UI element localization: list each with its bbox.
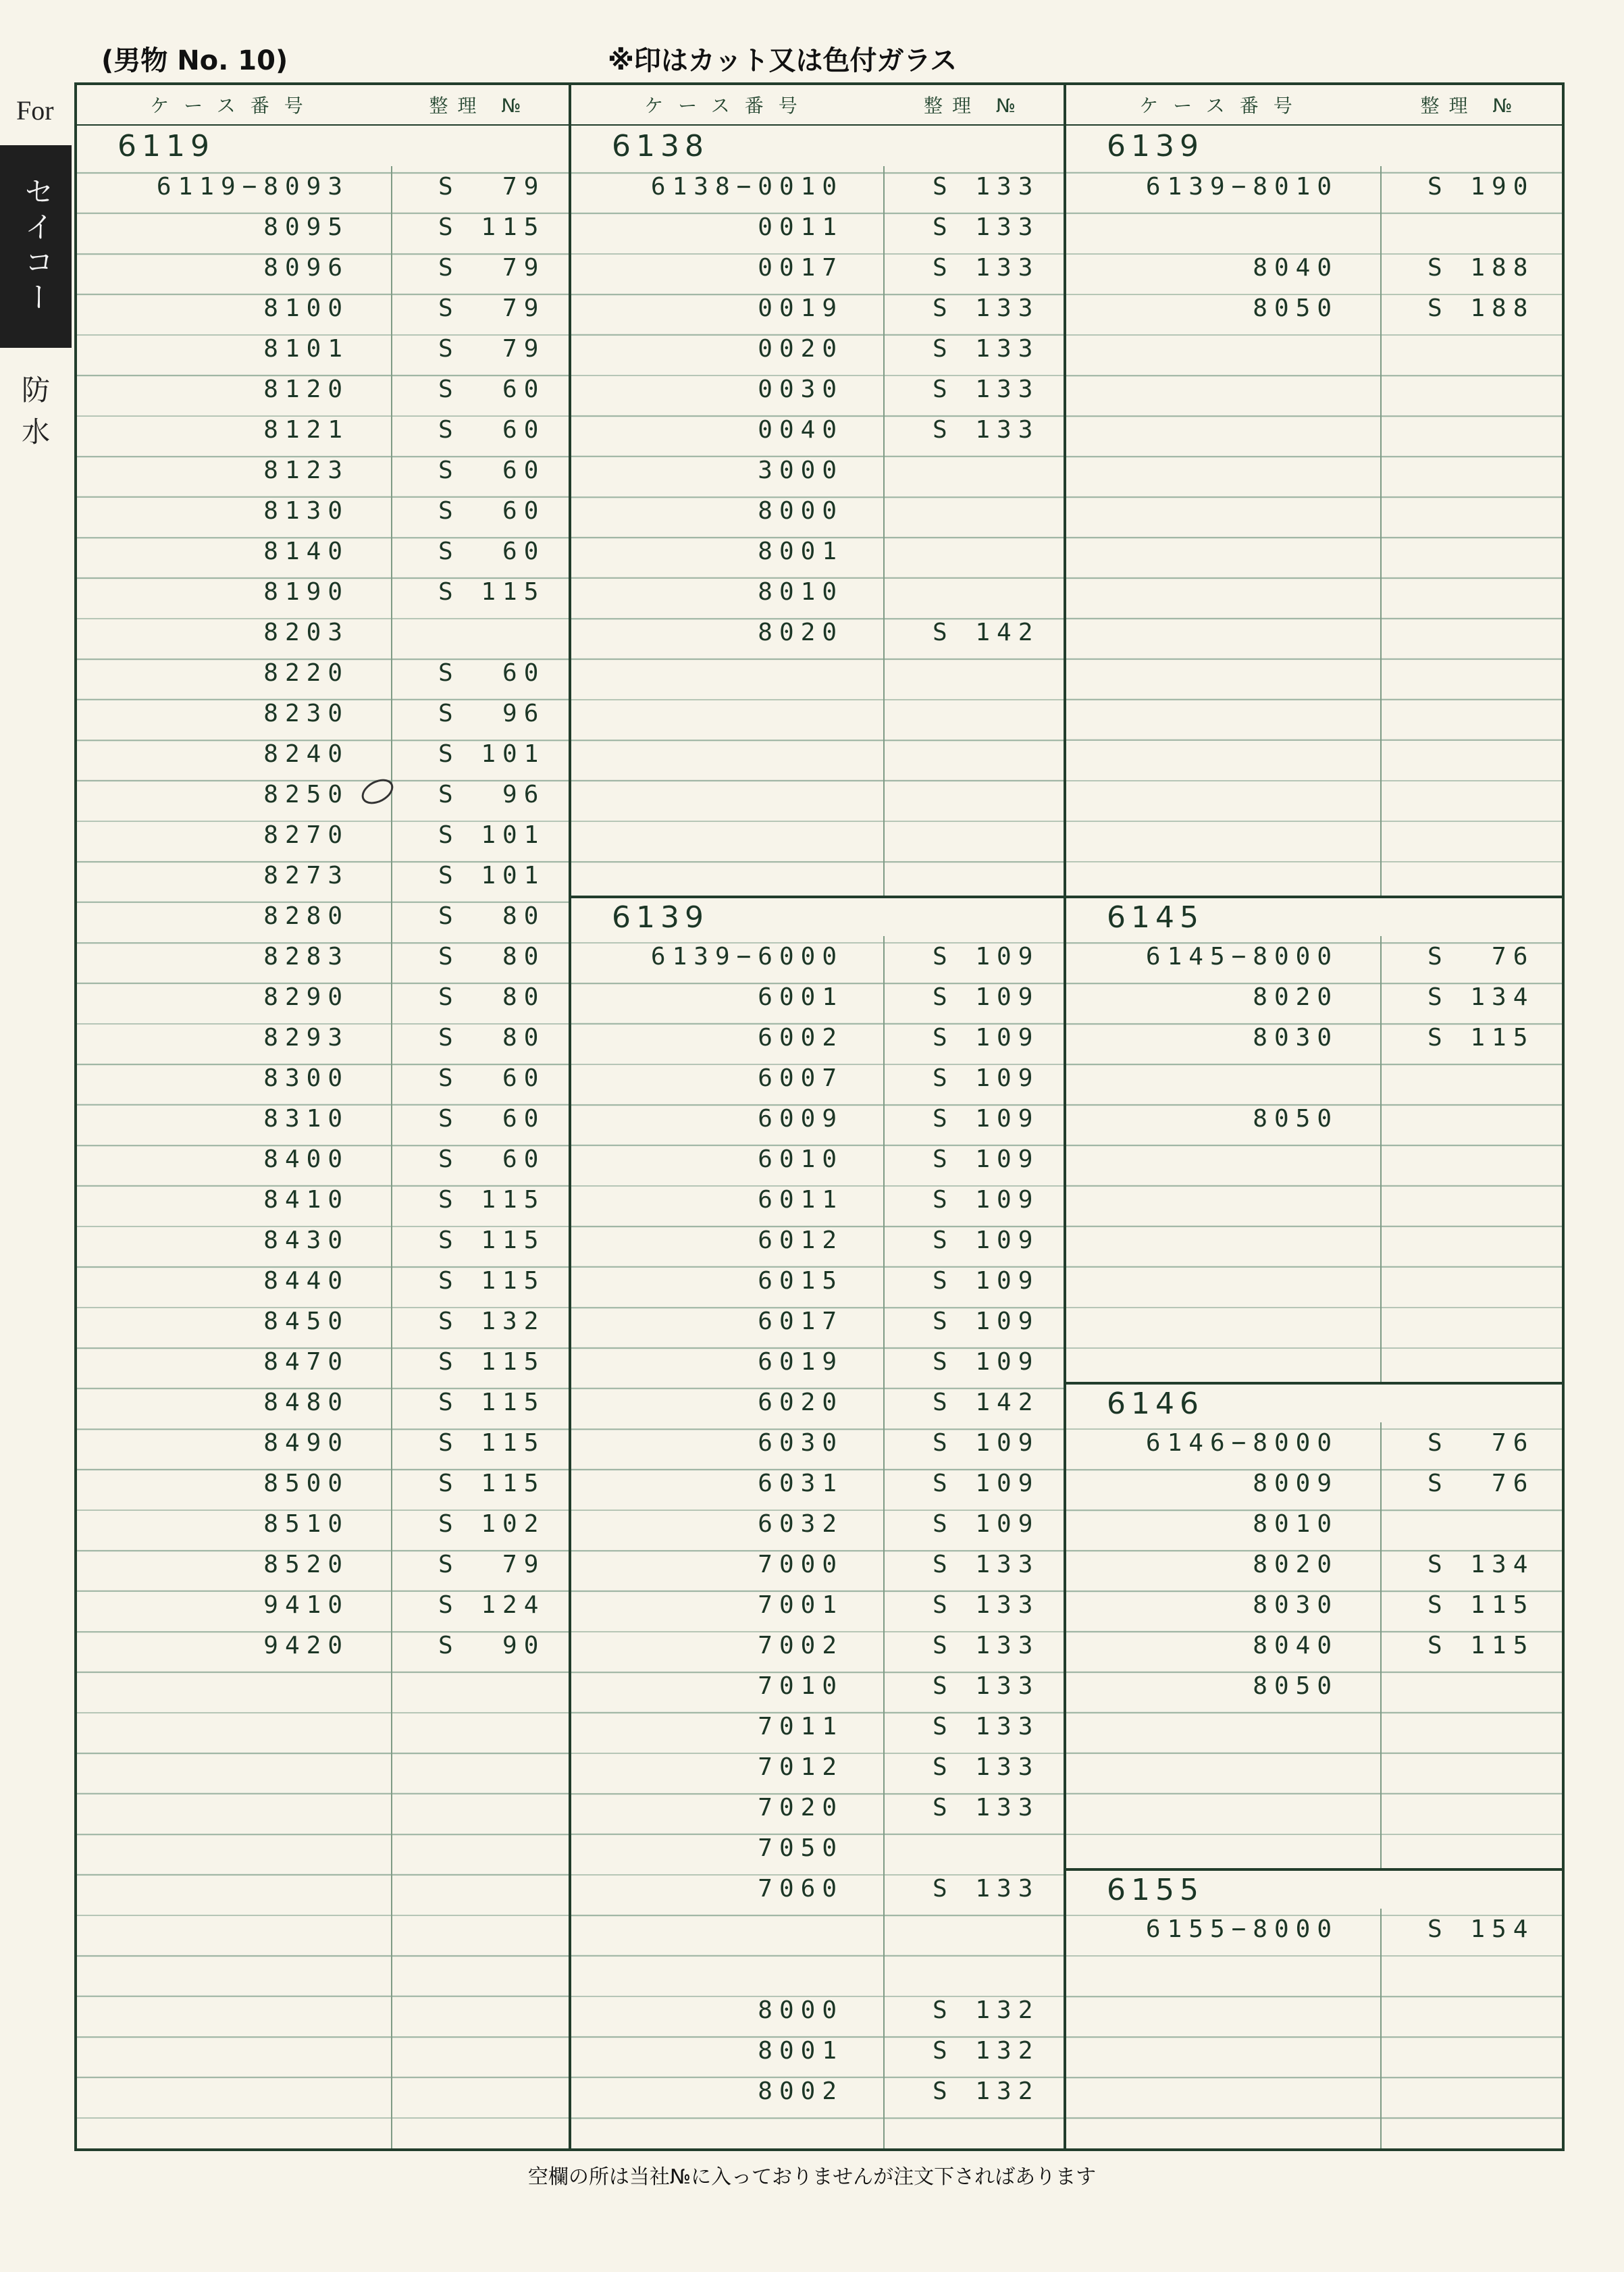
group-title: 6139 [1066, 126, 1562, 166]
reg-number: S 109 [933, 983, 1040, 1011]
table-row [571, 166, 1064, 207]
case-number: 8203 [263, 618, 349, 646]
case-number: 9410 [263, 1591, 349, 1619]
case-number: 6011 [758, 1185, 843, 1214]
reg-number: S 96 [438, 780, 546, 808]
reg-number: S 109 [933, 1226, 1040, 1254]
table-row [571, 1301, 1064, 1341]
table-row [571, 1139, 1064, 1179]
case-number: 8120 [263, 375, 349, 403]
reg-number: S 134 [1427, 1550, 1535, 1578]
case-number: 8190 [263, 577, 349, 606]
case-number: 8270 [263, 821, 349, 849]
table-row [571, 328, 1064, 369]
table-row [571, 247, 1064, 288]
case-number: 7020 [758, 1793, 843, 1822]
case-number: 6009 [758, 1104, 843, 1133]
case-number: 8121 [263, 415, 349, 444]
reg-number: S 190 [1427, 172, 1535, 201]
case-number: 8470 [263, 1347, 349, 1376]
table-row [571, 1868, 1064, 1909]
reg-number: S 109 [933, 1428, 1040, 1457]
reg-number: S 79 [438, 253, 546, 282]
case-number: 0017 [758, 253, 843, 282]
glass-note: ※印はカット又は色付ガラス [608, 45, 958, 76]
table-row [77, 652, 569, 693]
table-row [77, 1544, 569, 1584]
table-row [571, 1787, 1064, 1828]
case-number: 8500 [263, 1469, 349, 1497]
reg-number: S 124 [438, 1591, 546, 1619]
case-number: 8001 [758, 537, 843, 565]
case-number: 8480 [263, 1388, 349, 1416]
table-row [77, 247, 569, 288]
table-row [571, 1382, 1064, 1422]
case-number: 8000 [758, 1996, 843, 2024]
reg-number: S 115 [438, 1185, 546, 1214]
reg-number: S 133 [933, 294, 1040, 322]
table-row [77, 977, 569, 1017]
table-row [1066, 207, 1562, 247]
column-header [1066, 85, 1562, 126]
reg-number: S 60 [438, 1145, 546, 1173]
reg-number: S 60 [438, 1064, 546, 1092]
reg-number: S 115 [438, 1469, 546, 1497]
reg-number: S 115 [1427, 1631, 1535, 1659]
table-row [77, 1179, 569, 1220]
table-row [571, 612, 1064, 652]
case-number: 8100 [263, 294, 349, 322]
table-row [1066, 247, 1562, 288]
table-row [571, 1747, 1064, 1787]
case-number: 6001 [758, 983, 843, 1011]
case-number: 6007 [758, 1064, 843, 1092]
table-row [77, 693, 569, 733]
case-number: 6032 [758, 1509, 843, 1538]
case-number: 8096 [263, 253, 349, 282]
case-number: 9420 [263, 1631, 349, 1659]
table-row [571, 571, 1064, 612]
case-number-header: ケース番号 [644, 95, 812, 117]
table-row [1066, 977, 1562, 1017]
case-number: 8020 [1253, 1550, 1338, 1578]
reg-number: S 80 [438, 1023, 546, 1052]
table-row [77, 409, 569, 450]
reg-number: S 109 [933, 942, 1040, 971]
case-number: 7060 [758, 1874, 843, 1903]
reg-number: S 115 [438, 1428, 546, 1457]
case-number: 8300 [263, 1064, 349, 1092]
table-row [77, 450, 569, 490]
reg-number: S 133 [933, 213, 1040, 241]
case-number: 7012 [758, 1753, 843, 1781]
reg-number: S 80 [438, 942, 546, 971]
reg-number: S 133 [933, 253, 1040, 282]
table-row [571, 1828, 1064, 1868]
table-row [77, 1058, 569, 1098]
group-title: 6119 [77, 126, 569, 166]
case-number: 6031 [758, 1469, 843, 1497]
table-row [571, 1260, 1064, 1301]
table-row [77, 612, 569, 652]
table-row [77, 1625, 569, 1666]
case-number: 8430 [263, 1226, 349, 1254]
group-title: 6155 [1066, 1868, 1562, 1909]
column-header [77, 85, 569, 126]
table-row [571, 207, 1064, 247]
reg-number: S 79 [438, 294, 546, 322]
case-number: 8140 [263, 537, 349, 565]
table-row [571, 2071, 1064, 2111]
table-row [1066, 936, 1562, 977]
reg-number: S 132 [438, 1307, 546, 1335]
table-row [1066, 1666, 1562, 1706]
reg-number: S 60 [438, 456, 546, 484]
table-row [1066, 1909, 1562, 1949]
table-row [77, 1463, 569, 1503]
case-number: 8293 [263, 1023, 349, 1052]
table-row [571, 1422, 1064, 1463]
table-row [1066, 1584, 1562, 1625]
reg-number: S 133 [933, 1793, 1040, 1822]
table-row [77, 369, 569, 409]
table-row [571, 2030, 1064, 2071]
table-row [571, 1503, 1064, 1544]
table-row [77, 1503, 569, 1544]
case-number-header: ケース番号 [150, 95, 318, 117]
reg-number-header: 整理 № [1420, 95, 1522, 117]
table-row [571, 1909, 1064, 1949]
table-row [77, 1341, 569, 1382]
case-number: 6146−8000 [1145, 1428, 1338, 1457]
case-number: 6019 [758, 1347, 843, 1376]
reg-number: S 115 [438, 1347, 546, 1376]
reg-number: S 101 [438, 821, 546, 849]
reg-number: S 133 [933, 1631, 1040, 1659]
case-number: 6030 [758, 1428, 843, 1457]
case-number: 8010 [1253, 1509, 1338, 1538]
case-number: 6119−8093 [156, 172, 349, 201]
case-number: 8020 [1253, 983, 1338, 1011]
reg-number: S 115 [438, 1226, 546, 1254]
reg-number: S 133 [933, 1753, 1040, 1781]
case-number: 8220 [263, 659, 349, 687]
table-row [1066, 1625, 1562, 1666]
column-3 [1066, 85, 1562, 2148]
group-title: 6145 [1066, 896, 1562, 936]
table-row [571, 1017, 1064, 1058]
reg-number: S 115 [438, 1388, 546, 1416]
case-number: 8490 [263, 1428, 349, 1457]
case-number: 8240 [263, 740, 349, 768]
table-row [571, 531, 1064, 571]
case-number: 7050 [758, 1834, 843, 1862]
case-number: 8410 [263, 1185, 349, 1214]
case-number: 8050 [1253, 1104, 1338, 1133]
reg-number: S 188 [1427, 294, 1535, 322]
table-row [77, 1139, 569, 1179]
table-row [77, 1422, 569, 1463]
footer-note: 空欄の所は当社№に入っておりませんが注文下さればあります [527, 2165, 1097, 2189]
case-number: 0011 [758, 213, 843, 241]
table-row [77, 1584, 569, 1625]
table-row [571, 1666, 1064, 1706]
table-row [77, 571, 569, 612]
reg-number: S 109 [933, 1266, 1040, 1295]
table-row [1066, 288, 1562, 328]
table-row [571, 369, 1064, 409]
reg-number: S 101 [438, 861, 546, 889]
reg-number: S 80 [438, 902, 546, 930]
case-number: 8020 [758, 618, 843, 646]
case-number: 6155−8000 [1145, 1915, 1338, 1943]
reg-number: S 133 [933, 1672, 1040, 1700]
reg-number: S 96 [438, 699, 546, 727]
reg-number: S 142 [933, 1388, 1040, 1416]
table-row [571, 1625, 1064, 1666]
reg-number: S 115 [1427, 1591, 1535, 1619]
table-row [571, 1098, 1064, 1139]
reg-number: S 109 [933, 1064, 1040, 1092]
case-number: 8009 [1253, 1469, 1338, 1497]
case-number: 8030 [1253, 1023, 1338, 1052]
reg-number: S 109 [933, 1469, 1040, 1497]
table-row [77, 1382, 569, 1422]
table-row [571, 1990, 1064, 2030]
reg-number: S 60 [438, 415, 546, 444]
reg-number: S 60 [438, 496, 546, 525]
for-label: For [16, 95, 54, 126]
table-row [77, 1098, 569, 1139]
table-row [1066, 1463, 1562, 1503]
reg-number: S 132 [933, 1996, 1040, 2024]
table-row [77, 1260, 569, 1301]
reg-number: S 109 [933, 1104, 1040, 1133]
case-number: 6012 [758, 1226, 843, 1254]
reg-number: S 109 [933, 1145, 1040, 1173]
case-number: 0020 [758, 334, 843, 363]
case-number: 8310 [263, 1104, 349, 1133]
table-row [77, 1301, 569, 1341]
table-row [571, 288, 1064, 328]
case-number: 0040 [758, 415, 843, 444]
reg-number: S 133 [933, 1874, 1040, 1903]
table-row [77, 207, 569, 247]
group-title: 6146 [1066, 1382, 1562, 1422]
case-number: 8520 [263, 1550, 349, 1578]
reg-number: S 109 [933, 1509, 1040, 1538]
case-number: 8510 [263, 1509, 349, 1538]
table-row [77, 1220, 569, 1260]
reg-number: S 76 [1427, 1469, 1535, 1497]
catalog-table [74, 82, 1565, 2151]
reg-number: S 115 [438, 213, 546, 241]
reg-number: S 79 [438, 334, 546, 363]
table-row [1066, 1422, 1562, 1463]
case-number: 8001 [758, 2036, 843, 2065]
reg-number: S 102 [438, 1509, 546, 1538]
table-row [571, 1341, 1064, 1382]
table-row [77, 936, 569, 977]
case-number: 8040 [1253, 253, 1338, 282]
case-number: 8400 [263, 1145, 349, 1173]
reg-number: S 133 [933, 1712, 1040, 1740]
case-number: 7011 [758, 1712, 843, 1740]
case-number: 8101 [263, 334, 349, 363]
reg-number: S 79 [438, 1550, 546, 1578]
table-row [571, 490, 1064, 531]
case-number: 8040 [1253, 1631, 1338, 1659]
page-title: (男物 No. 10) [101, 45, 288, 76]
table-row [77, 733, 569, 774]
table-row [571, 1463, 1064, 1503]
reg-number: S 60 [438, 537, 546, 565]
case-number: 0030 [758, 375, 843, 403]
brand-tab: セイコー [0, 145, 72, 348]
case-number: 6015 [758, 1266, 843, 1295]
reg-number: S 76 [1427, 942, 1535, 971]
case-number: 8273 [263, 861, 349, 889]
table-row [77, 815, 569, 855]
reg-number: S 133 [933, 334, 1040, 363]
case-number: 6139−6000 [650, 942, 843, 971]
column-2 [571, 85, 1066, 2148]
table-row [1066, 166, 1562, 207]
table-row [77, 1017, 569, 1058]
reg-number: S 132 [933, 2077, 1040, 2105]
table-row [571, 1949, 1064, 1990]
table-row [571, 1544, 1064, 1584]
case-number: 0019 [758, 294, 843, 322]
reg-number: S 115 [438, 577, 546, 606]
case-number: 6010 [758, 1145, 843, 1173]
case-number: 7002 [758, 1631, 843, 1659]
reg-number: S 109 [933, 1347, 1040, 1376]
reg-number-header: 整理 № [429, 95, 531, 117]
reg-number: S 60 [438, 375, 546, 403]
case-number: 8230 [263, 699, 349, 727]
case-number: 6020 [758, 1388, 843, 1416]
reg-number: S 133 [933, 375, 1040, 403]
table-row [571, 1058, 1064, 1098]
case-number: 8050 [1253, 1672, 1338, 1700]
case-number: 8283 [263, 942, 349, 971]
reg-number: S 142 [933, 618, 1040, 646]
table-row [77, 896, 569, 936]
column-header [571, 85, 1064, 126]
reg-number: S 101 [438, 740, 546, 768]
reg-number: S 60 [438, 659, 546, 687]
table-row [77, 855, 569, 896]
table-row [571, 450, 1064, 490]
case-number: 6002 [758, 1023, 843, 1052]
case-number: 6138−0010 [650, 172, 843, 201]
table-row [571, 1584, 1064, 1625]
case-number: 8050 [1253, 294, 1338, 322]
table-row [571, 936, 1064, 977]
table-row [1066, 1503, 1562, 1544]
case-number: 8030 [1253, 1591, 1338, 1619]
reg-number: S 60 [438, 1104, 546, 1133]
case-number: 7010 [758, 1672, 843, 1700]
table-row [1066, 1017, 1562, 1058]
reg-number: S 132 [933, 2036, 1040, 2065]
reg-number: S 115 [438, 1266, 546, 1295]
table-row [1066, 1058, 1562, 1098]
reg-number: S 79 [438, 172, 546, 201]
reg-number: S 188 [1427, 253, 1535, 282]
column-1 [77, 85, 571, 2148]
table-row [1066, 1544, 1562, 1584]
case-number: 8010 [758, 577, 843, 606]
table-row [77, 166, 569, 207]
case-number: 8130 [263, 496, 349, 525]
group-title: 6139 [571, 896, 1064, 936]
table-row [571, 1706, 1064, 1747]
case-number-header: ケース番号 [1139, 95, 1307, 117]
reg-number: S 80 [438, 983, 546, 1011]
case-number: 8290 [263, 983, 349, 1011]
reg-number: S 134 [1427, 983, 1535, 1011]
case-number: 8440 [263, 1266, 349, 1295]
category-label: 防水 [18, 375, 51, 459]
case-number: 8250 [263, 780, 349, 808]
table-row [571, 1220, 1064, 1260]
reg-number: S 109 [933, 1307, 1040, 1335]
group-title: 6138 [571, 126, 1064, 166]
case-number: 6139−8010 [1145, 172, 1338, 201]
reg-number: S 133 [933, 1591, 1040, 1619]
reg-number: S 90 [438, 1631, 546, 1659]
case-number: 7001 [758, 1591, 843, 1619]
table-row [571, 1179, 1064, 1220]
case-number: 8002 [758, 2077, 843, 2105]
reg-number: S 133 [933, 172, 1040, 201]
table-row [77, 328, 569, 369]
table-row [77, 531, 569, 571]
case-number: 7000 [758, 1550, 843, 1578]
reg-number: S 109 [933, 1185, 1040, 1214]
table-row [571, 409, 1064, 450]
table-row [77, 288, 569, 328]
case-number: 8095 [263, 213, 349, 241]
table-row [1066, 1098, 1562, 1139]
reg-number: S 154 [1427, 1915, 1535, 1943]
reg-number: S 76 [1427, 1428, 1535, 1457]
table-row [77, 774, 569, 815]
case-number: 6145−8000 [1145, 942, 1338, 971]
case-number: 3000 [758, 456, 843, 484]
case-number: 6017 [758, 1307, 843, 1335]
case-number: 8450 [263, 1307, 349, 1335]
case-number: 8280 [263, 902, 349, 930]
case-number: 8123 [263, 456, 349, 484]
case-number: 8000 [758, 496, 843, 525]
table-row [77, 490, 569, 531]
reg-number: S 109 [933, 1023, 1040, 1052]
reg-number: S 133 [933, 415, 1040, 444]
reg-number-header: 整理 № [923, 95, 1026, 117]
reg-number: S 133 [933, 1550, 1040, 1578]
table-row [571, 977, 1064, 1017]
reg-number: S 115 [1427, 1023, 1535, 1052]
